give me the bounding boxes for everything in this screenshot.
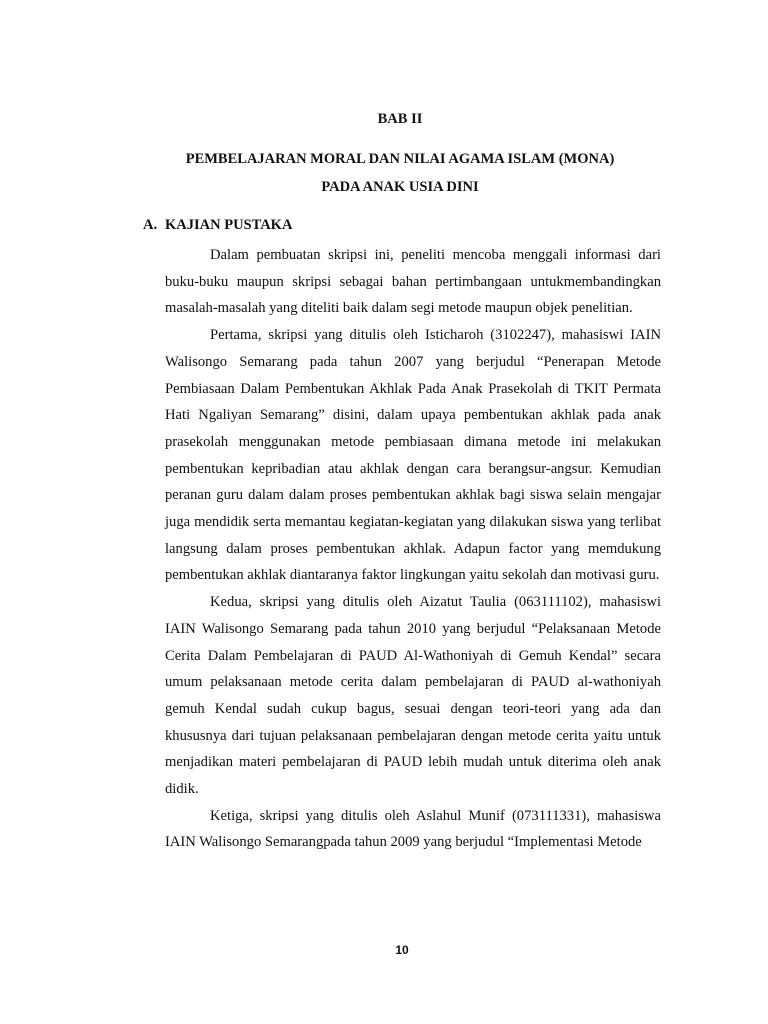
paragraph-second-review: Kedua, skripsi yang ditulis oleh Aizatut Taulia (063111102), mahasiswi IAIN Walisongo Semarang pada tahun 2010 yang berjudul “Pelaksanaan Metode Cerita Dalam Pembelajaran di PAUD Al-Wathoniyah di Gemuh Kendal” secara umum pelaksanaan metode cerita dalam pembelajaran di PAUD al-wathoniyah gemuh Kendal sudah cukup bagus, sesuai dengan teori-teori yang ada dan khususnya dari tujuan pelaksanaan pembelajaran dengan metode cerita yaitu untuk menjadikan materi pembelajaran di PAUD lebih mudah untuk diterima oleh anak didik. <box>165 594 661 798</box>
page-number: 10 <box>395 943 409 957</box>
chapter-number: BAB II <box>377 111 423 127</box>
chapter-title-line-2: PADA ANAK USIA DINI <box>321 179 479 195</box>
paragraph-intro: Dalam pembuatan skripsi ini, peneliti mencoba menggali informasi dari buku-buku maupun skripsi sebagai bahan pertimbangaan untukmembandingkan masalah-masalah yang diteliti baik dalam segi metode maupun objek penelitian. <box>165 247 661 317</box>
section-title: KAJIAN PUSTAKA <box>165 217 293 233</box>
section-letter: A. <box>143 217 158 233</box>
section-heading <box>143 216 292 234</box>
paragraph-third-review: Ketiga, skripsi yang ditulis oleh Aslahul Munif (073111331), mahasiswa IAIN Walisongo Semarangpada tahun 2009 yang berjudul “Implementasi Metode <box>165 807 661 851</box>
chapter-title-line-1: PEMBELAJARAN MORAL DAN NILAI AGAMA ISLAM (MONA) <box>185 151 615 167</box>
paragraph-first-review: Pertama, skripsi yang ditulis oleh Isticharoh (3102247), mahasiswi IAIN Walisongo Semarang pada tahun 2007 yang berjudul “Penerapan Metode Pembiasaan Dalam Pembentukan Akhlak Pada Anak Prasekolah di TKIT Permata Hati Ngaliyan Semarang” disini, dalam upaya pembentukan akhlak pada anak prasekolah menggunakan metode pembiasaan dimana metode ini melakukan pembentukan kepribadian atau akhlak dengan cara berangsur-angsur. Kemudian peranan guru dalam dalam proses pembentukan akhlak bagi siswa selain mengajar juga mendidik serta memantau kegiatan-kegiatan yang dilakukan siswa yang terlibat langsung dalam proses pembentukan akhlak. Adapun factor yang memdukung pembentukan akhlak diantaranya faktor lingkungan yaitu sekolah dan motivasi guru. <box>165 327 661 584</box>
body-text <box>165 242 661 856</box>
